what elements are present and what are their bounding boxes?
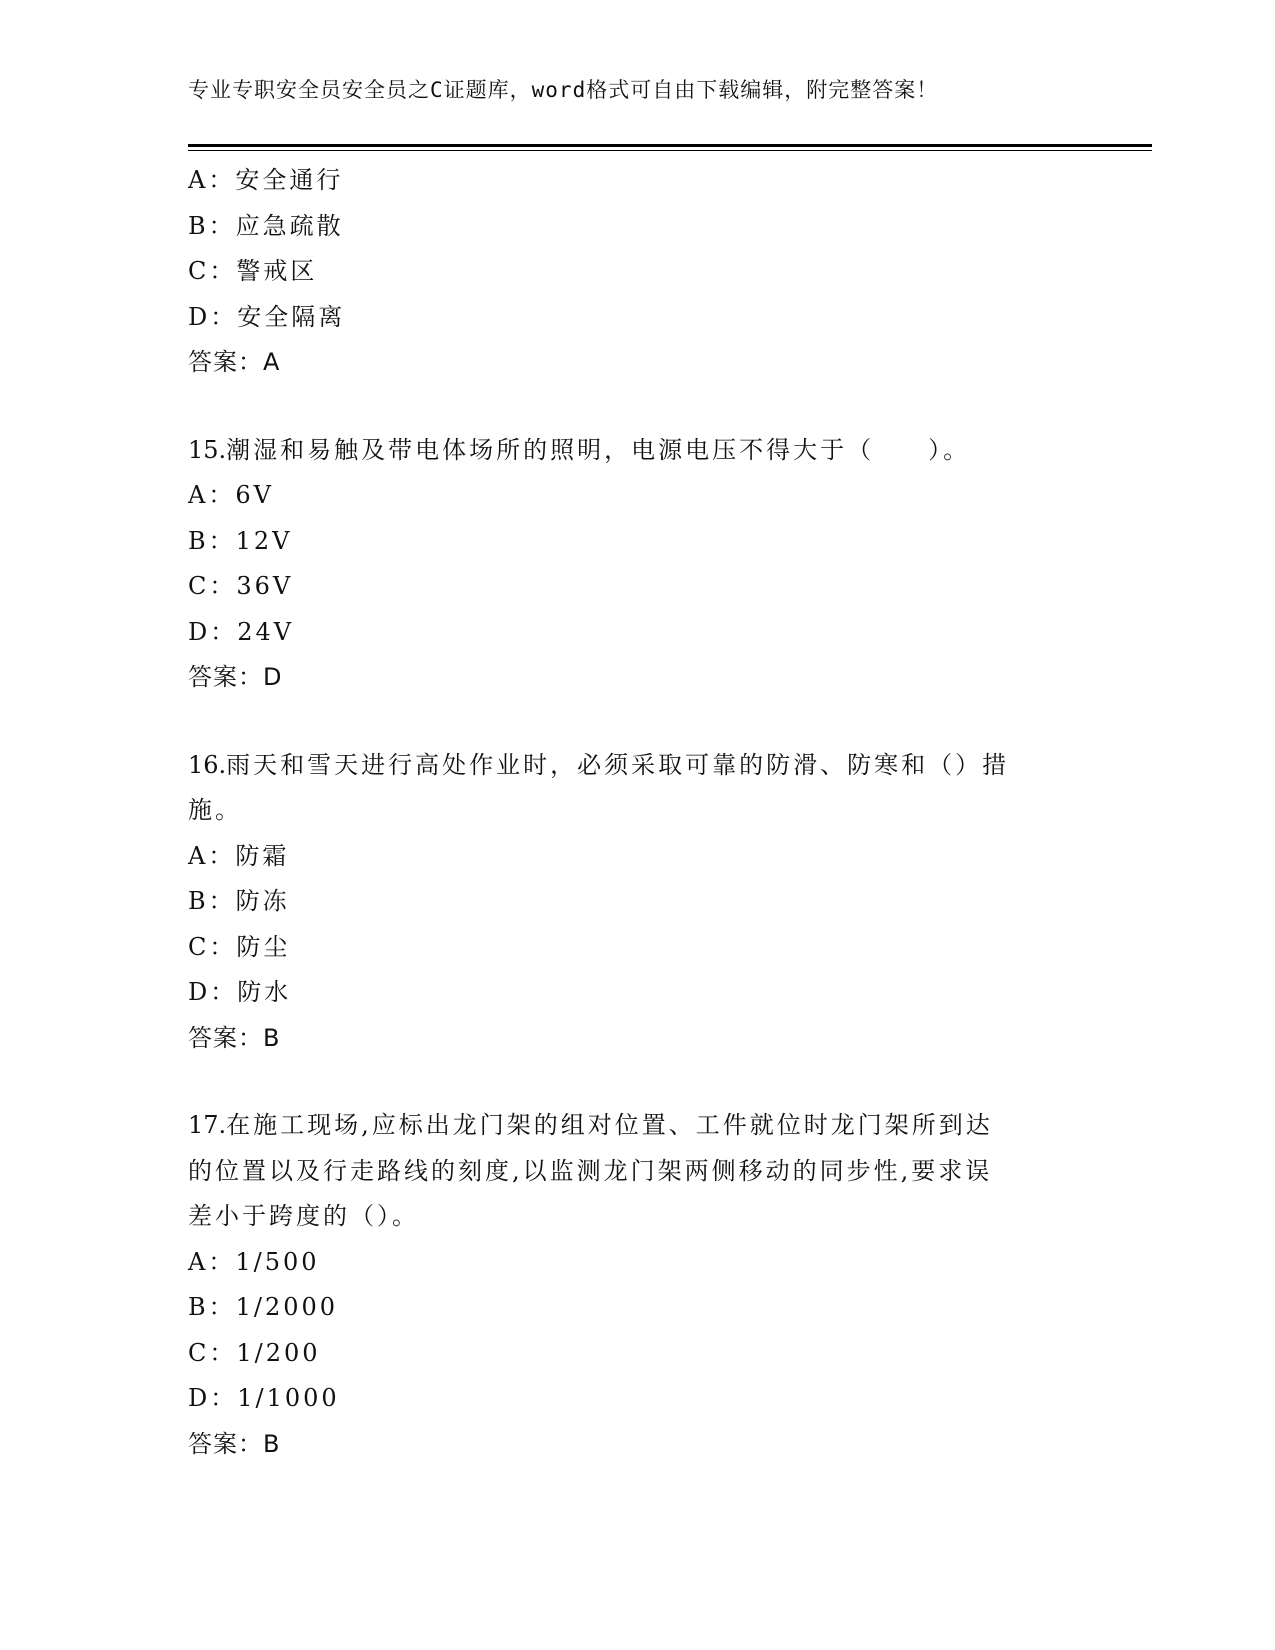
question-number: 17. bbox=[188, 1111, 227, 1139]
question-stem-line-1: 16.雨天和雪天进行高处作业时，必须采取可靠的防滑、防寒和（）措 bbox=[188, 750, 1010, 779]
question-stem-line-2: 的位置以及行走路线的刻度,以监测龙门架两侧移动的同步性,要求误 bbox=[188, 1156, 993, 1185]
question-stem: 15.潮湿和易触及带电体场所的照明，电源电压不得大于（ ）。 bbox=[188, 435, 971, 464]
question-stem-line-1: 17.在施工现场,应标出龙门架的组对位置、工件就位时龙门架所到达 bbox=[188, 1111, 993, 1139]
question-17 bbox=[188, 1103, 1088, 1467]
answer-line: 答案：D bbox=[188, 663, 283, 691]
option-d: D：安全隔离 bbox=[188, 302, 346, 331]
header-rule-thin bbox=[188, 150, 1152, 151]
option-a: A：防霜 bbox=[188, 841, 290, 870]
option-c: C：防尘 bbox=[188, 932, 291, 961]
answer-line: 答案：B bbox=[188, 1429, 281, 1458]
question-stem-line-2: 施。 bbox=[188, 796, 242, 824]
answer-line: 答案：A bbox=[188, 348, 281, 376]
option-b: B：12V bbox=[188, 526, 293, 555]
option-d: D：1/1000 bbox=[188, 1384, 340, 1412]
option-d: D：24V bbox=[188, 617, 295, 646]
question-16 bbox=[188, 743, 1088, 1062]
option-c: C：36V bbox=[188, 572, 294, 600]
header-rule-thick bbox=[188, 144, 1152, 147]
prev-question-options bbox=[188, 158, 1088, 340]
option-b: B：应急疏散 bbox=[188, 211, 344, 240]
question-list bbox=[188, 158, 1088, 1467]
option-b: B：防冻 bbox=[188, 887, 290, 915]
question-number: 15. bbox=[188, 435, 227, 464]
question-15 bbox=[188, 428, 1088, 701]
page-header: 专业专职安全员安全员之C证题库，word格式可自由下载编辑，附完整答案！ bbox=[188, 78, 939, 102]
option-c: C：警戒区 bbox=[188, 257, 318, 285]
option-c: C：1/200 bbox=[188, 1338, 321, 1367]
answer-line: 答案：B bbox=[188, 1023, 281, 1052]
option-a: A：安全通行 bbox=[188, 166, 344, 194]
question-stem-line-3: 差小于跨度的（）。 bbox=[188, 1202, 419, 1230]
question-number: 16. bbox=[188, 750, 227, 779]
option-a: A：1/500 bbox=[188, 1247, 320, 1276]
option-a: A：6V bbox=[188, 481, 274, 509]
option-d: D：防水 bbox=[188, 978, 292, 1006]
option-b: B：1/2000 bbox=[188, 1293, 339, 1321]
